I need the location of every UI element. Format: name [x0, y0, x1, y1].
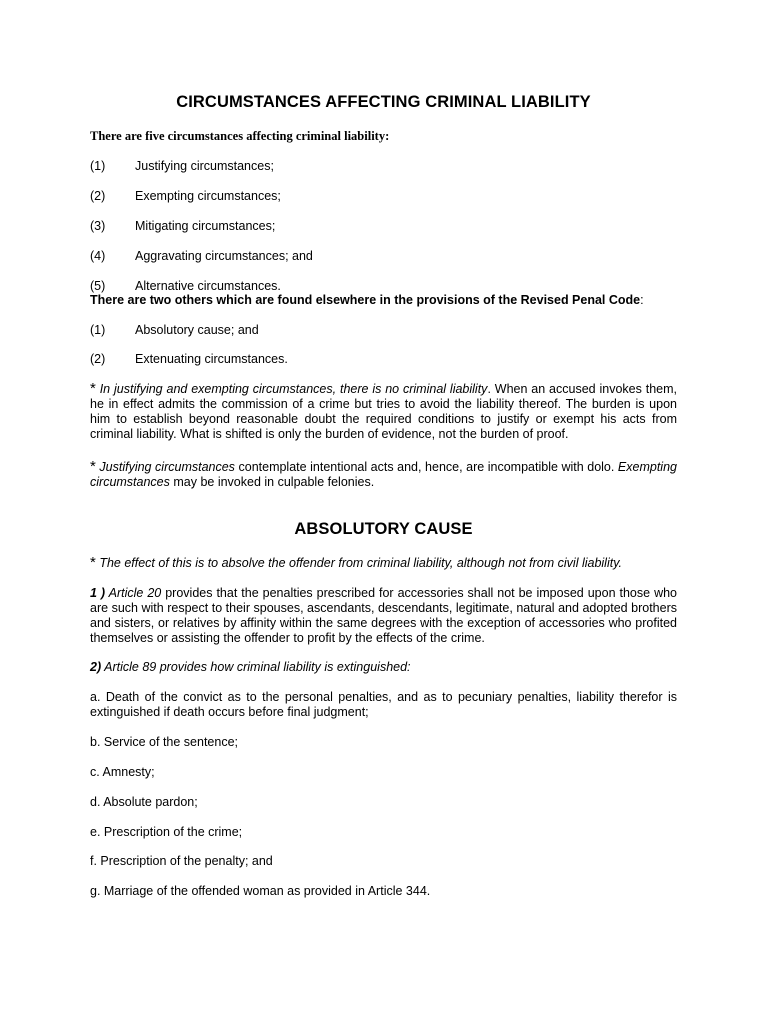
others-intro-text: There are two others which are found elsewhere in the provisions of the Revised Penal Code: [90, 293, 641, 307]
list-text: Absolutory cause; and: [135, 323, 259, 337]
list-item: c. Amnesty;: [90, 765, 155, 779]
asterisk: *: [90, 380, 96, 397]
list-item: e. Prescription of the crime;: [90, 825, 243, 839]
note1-italic: In justifying and exempting circumstances, there is no criminal liability: [95, 382, 488, 396]
list-text: Alternative circumstances.: [135, 279, 281, 293]
list-number: (3): [90, 219, 106, 233]
page-title: CIRCUMSTANCES AFFECTING CRIMINAL LIABILITY: [176, 93, 591, 111]
article-89-line: [90, 660, 411, 675]
list-item: [90, 323, 259, 338]
list-item: b. Service of the sentence;: [90, 735, 239, 749]
list-number: (5): [90, 279, 106, 293]
item-number: 1 ): [90, 586, 106, 600]
asterisk: *: [90, 458, 96, 475]
note-paragraph-1: [90, 381, 677, 442]
list-item: [90, 219, 275, 234]
list-item: [90, 249, 313, 264]
list-text: Exempting circumstances;: [135, 189, 281, 203]
article-89-text: Article 89 provides how criminal liability is extinguished:: [101, 660, 411, 674]
list-item: f. Prescription of the penalty; and: [90, 854, 273, 868]
note2-end: may be invoked in culpable felonies.: [169, 475, 375, 489]
others-colon: :: [640, 293, 644, 307]
list-item: [90, 279, 281, 294]
note1-rest: . When an accused invokes them, he in effect admits the commission of a crime but tries to avoid the liability thereof. The burden is upon him to establish beyond reasonable doubt the required conditions to justify or exempt his acts from criminal liability. What is shifted is only the burden of evidence, not the burden of proof.: [90, 382, 677, 441]
note2-italic-2: Exempting circumstances: [90, 460, 677, 489]
list-item: [90, 159, 274, 174]
list-number: (2): [90, 189, 106, 203]
effect-text: The effect of this is to absolve the offender from criminal liability, although not from civil liability.: [95, 556, 622, 570]
list-number: (2): [90, 352, 106, 366]
list-item: [90, 189, 281, 204]
note-paragraph-2: [90, 459, 677, 490]
asterisk: *: [90, 554, 96, 571]
extinguish-item-a: a. Death of the convict as to the personal penalties, and as to pecuniary penalties, liability therefor is extinguished if death occurs before final judgment;: [90, 690, 677, 719]
article-20-rest: provides that the penalties prescribed for accessories shall not be imposed upon those who are such with respect to their spouses, ascendants, descendants, legitimate, natural and adopted brothers and sisters, or relatives by affinity within the same degrees with the exception of accessories who profited themselves or assisting the offender to profit by the effects of the crime.: [90, 586, 677, 645]
effect-note: [90, 555, 622, 571]
list-text: Aggravating circumstances; and: [135, 249, 313, 263]
list-number: (1): [90, 159, 106, 173]
list-text: Mitigating circumstances;: [135, 219, 276, 233]
article-20-italic: Article 20: [105, 586, 162, 600]
list-item: [90, 352, 288, 367]
article-20-paragraph: [90, 586, 677, 646]
list-number: (4): [90, 249, 106, 263]
section-title: ABSOLUTORY CAUSE: [294, 520, 473, 538]
list-item: g. Marriage of the offended woman as provided in Article 344.: [90, 884, 431, 898]
note2-italic-1: Justifying circumstances: [95, 460, 235, 474]
list-text: Justifying circumstances;: [135, 159, 274, 173]
item-number: 2): [90, 660, 102, 674]
others-intro: [90, 293, 644, 308]
intro-text: There are five circumstances affecting criminal liability:: [90, 129, 390, 143]
list-text: Extenuating circumstances.: [135, 352, 288, 366]
list-item: d. Absolute pardon;: [90, 795, 198, 809]
note2-mid: contemplate intentional acts and, hence, are incompatible with dolo.: [234, 460, 615, 474]
list-number: (1): [90, 323, 106, 337]
